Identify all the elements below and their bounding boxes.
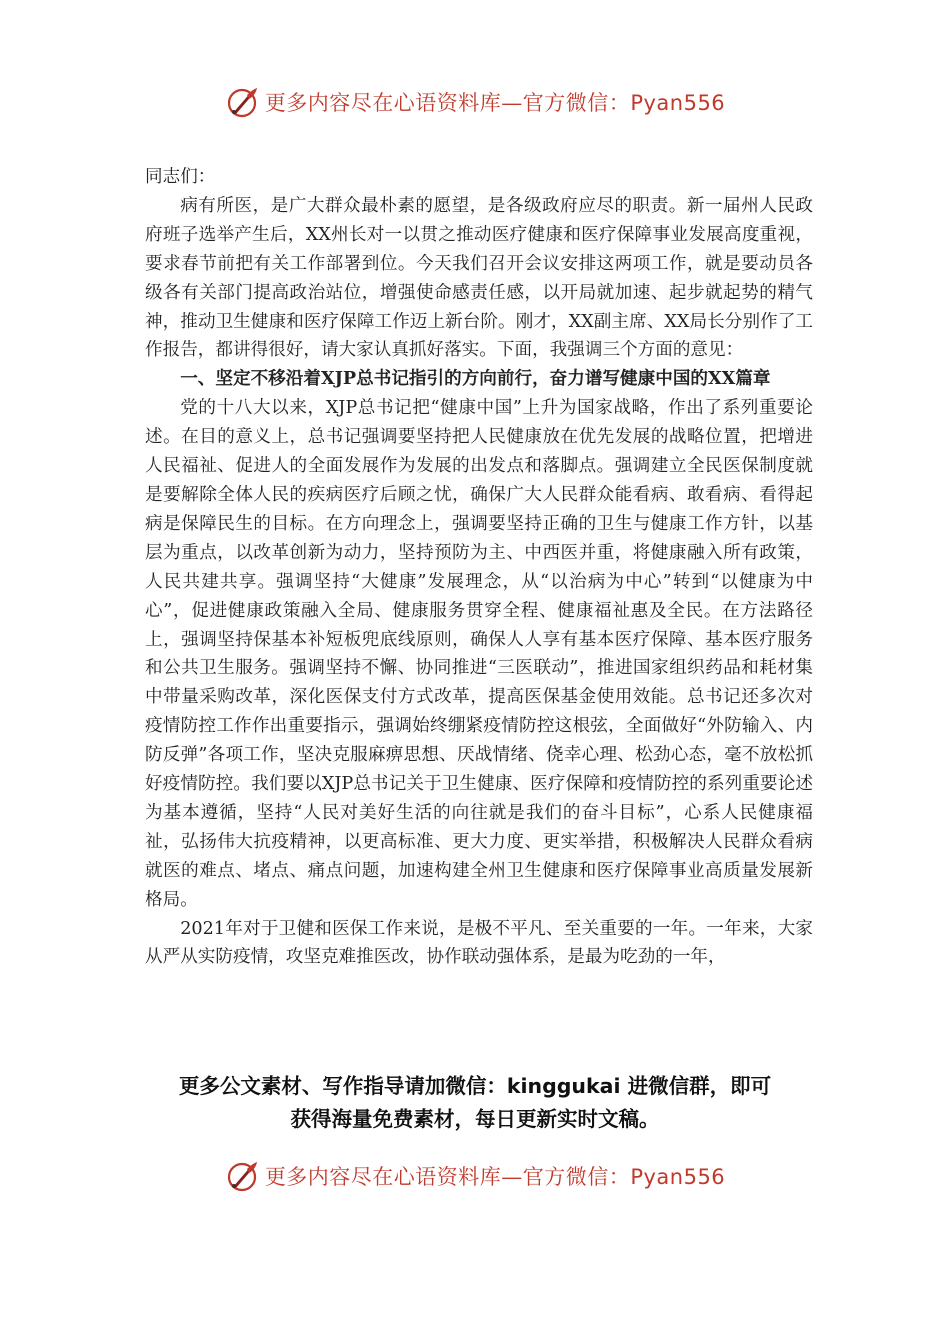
header-banner: [0, 80, 950, 124]
paragraph-body: 2021年对于卫健和医保工作来说，是极不平凡、至关重要的一年。一年来，大家从严从实防疫情，攻坚克难推医改，协作联动强体系，是最为吃劲的一年，: [145, 918, 813, 968]
banner-text: 更多内容尽在心语资料库—官方微信：Pyan556: [264, 91, 726, 115]
paragraph-body: 党的十八大以来，XJP总书记把“健康中国”上升为国家战略，作出了系列重要论述。在目的意义上，总书记强调要坚持把人民健康放在优先发展的战略位置，把增进人民福祉、促进人的全面发展作为发展的出发点和落脚点。强调建立全民医保制度就是要解除全体人民的疾病医疗后顾之忧，确保广大人民群众能看病、敢看病、看得起病是保障民生的目标。在方向理念上，强调要坚持正确的卫生与健康工作方针，以基层为重点，以改革创新为动力，坚持预防为主、中西医并重，将健康融入所有政策，人民共建共享。强调坚持“大健康”发展理念，从“以治病为中心”转到“以健康为中心”，促进健康政策融入全局、健康服务贯穿全程、健康福祉惠及全民。在方法路径上，强调坚持保基本补短板兜底线原则，确保人人享有基本医疗保障、基本医疗服务和公共卫生服务。强调坚持不懈、协同推进“三医联动”，推进国家组织药品和耗材集中带量采购改革，深化医保支付方式改革，提高医保基金使用效能。总书记还多次对疫情防控工作作出重要指示，强调始终绷紧疫情防控这根弦，全面做好“外防输入、内防反弹”各项工作，坚决克服麻痹思想、厌战情绪、侥幸心理、松劲心态，毫不放松抓好疫情防控。我们要以XJP总书记关于卫生健康、医疗保障和疫情防控的系列重要论述为基本遵循，坚持“人民对美好生活的向往就是我们的奋斗目标”，心系人民健康福祉，弘扬伟大抗疫精神，以更高标准、更大力度、更实举措，积极解决人民群众看病就医的难点、堵点、痛点问题，加速构建全州卫生健康和医疗保障事业高质量发展新格局。: [145, 398, 813, 910]
quill-pen-logo-icon: [225, 1159, 259, 1193]
salutation: 同志们：: [145, 167, 216, 187]
promo-notice: [0, 1070, 950, 1136]
wechat-id: Pyan556: [630, 1165, 726, 1189]
promo-line: 获得海量免费素材，每日更新实时文稿。: [290, 1107, 660, 1131]
section-heading: 一、坚定不移沿着XJP总书记指引的方向前行，奋力谱写健康中国的XX篇章: [180, 368, 771, 390]
promo-line: 更多公文素材、写作指导请加微信：kinggukai 进微信群，即可: [178, 1074, 772, 1098]
banner-text: 更多内容尽在心语资料库—官方微信：Pyan556: [264, 1165, 726, 1189]
quill-pen-logo-icon: [225, 85, 259, 119]
paragraph-intro: 病有所医，是广大群众最朴素的愿望，是各级政府应尽的职责。新一届州人民政府班子选举产生后，XX州长对一以贯之推动医疗健康和医疗保障事业发展高度重视，要求春节前把有关工作部署到位。今天我们召开会议安排这两项工作，就是要动员各级各有关部门提高政治站位，增强使命感责任感，以开局就加速、起步就起势的精气神，推动卫生健康和医疗保障工作迈上新台阶。刚才，XX副主席、XX局长分别作了工作报告，都讲得很好，请大家认真抓好落实。下面，我强调三个方面的意见：: [145, 195, 813, 361]
document-body: [145, 163, 813, 972]
wechat-id: Pyan556: [630, 91, 726, 115]
footer-banner: [0, 1154, 950, 1198]
